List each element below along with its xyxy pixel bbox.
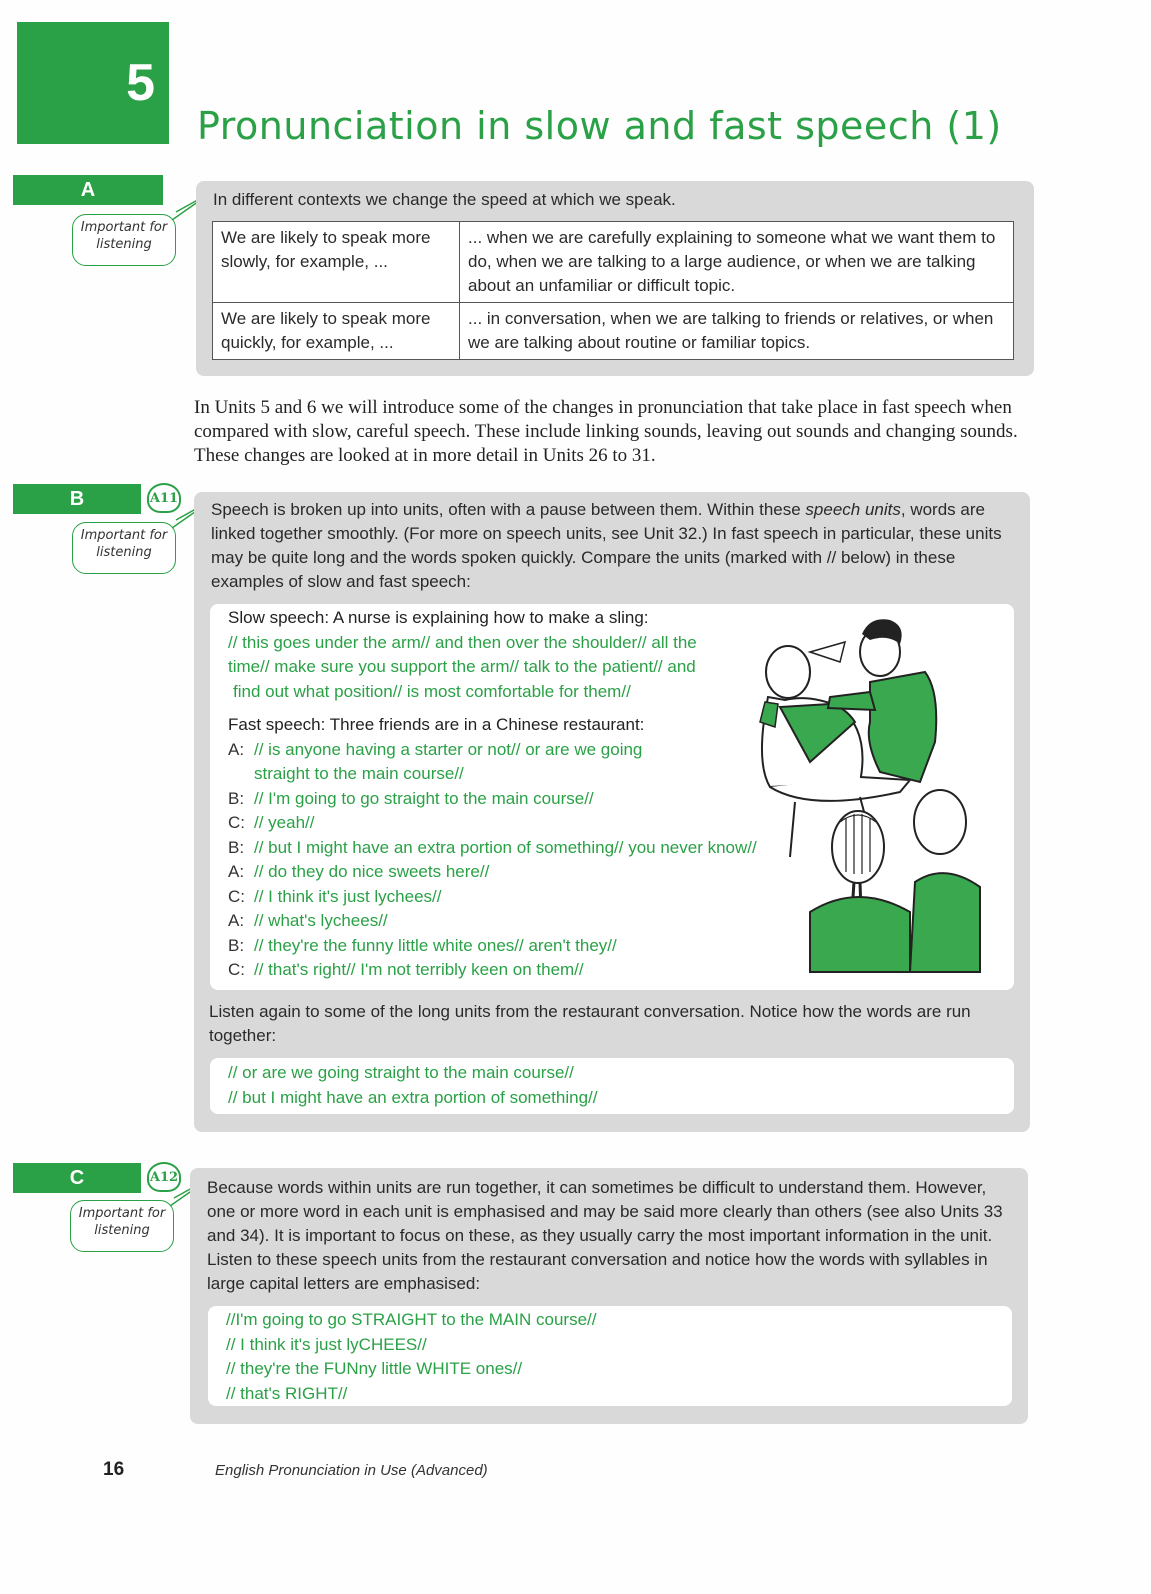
- dialogue-text: // I'm going to go straight to the main course//: [254, 788, 594, 808]
- table-cell: We are likely to speak more slowly, for example, ...: [213, 222, 460, 303]
- dialogue-line: [228, 934, 798, 959]
- dialogue-line: [228, 860, 798, 885]
- page-number: 16: [103, 1459, 125, 1480]
- dialogue-text: // do they do nice sweets here//: [254, 862, 490, 881]
- speech-line: time// make sure you support the arm// talk to the patient// and: [228, 657, 696, 676]
- important-for-listening-bubble: Important for listening: [72, 214, 176, 266]
- fast-speech-example: [228, 713, 798, 983]
- section-b-text: , words are linked together smoothly. (For more on speech units, see Unit 32.) In fast speech in particular, these units may be quite long and the words spoken quickly. Compare the units (marked with // below) in these examples of slow and fast speech:: [211, 500, 1002, 591]
- speaker-label: A:: [228, 911, 245, 930]
- long-units-list: [228, 1061, 597, 1110]
- section-b-intro: [211, 498, 1017, 594]
- speech-units-term: speech units: [805, 500, 901, 519]
- dialogue-text: // they're the funny little white ones// aren't they//: [254, 935, 617, 955]
- section-a-label: A: [80, 178, 96, 201]
- nurse-illustration: [750, 612, 990, 982]
- emphasis-units-list: [226, 1308, 596, 1406]
- dialogue-line: [228, 762, 798, 787]
- listen-again-instruction: Listen again to some of the long units from the restaurant conversation. Notice how the words are run together:: [209, 1002, 971, 1045]
- speaker-label: C:: [228, 960, 245, 979]
- section-c-text: Because words within units are run together, it can sometimes be difficult to understand them. However, one or more word in each unit is emphasised and may be said more clearly than others (see also Units 33 and 34). It is important to focus on these, as they usually carry the most important information in the unit. Listen to these speech units from the restaurant conversation and notice how the words with syllables in large capital letters are emphasised:: [207, 1178, 1003, 1293]
- speech-unit-line: // I think it's just lyCHEES//: [226, 1334, 427, 1354]
- section-b-label: B: [69, 487, 85, 510]
- audio-track-icon[interactable]: A11: [147, 483, 181, 513]
- speaker-label: [228, 762, 254, 787]
- table-cell: We are likely to speak more quickly, for example, ...: [213, 303, 460, 360]
- dialogue-text: // yeah//: [254, 813, 315, 832]
- slow-speech-example: [228, 606, 788, 704]
- fast-speech-heading: Fast speech: Three friends are in a Chinese restaurant:: [228, 715, 645, 734]
- table-cell: ... when we are carefully explaining to someone what we want them to do, when we are talking to a large audience, or when we are talking about an unfamiliar or difficult topic.: [460, 222, 1014, 303]
- speaker-label: B:: [228, 837, 245, 857]
- page-title: Pronunciation in slow and fast speech (1): [197, 104, 1002, 148]
- section-b-tab: [13, 484, 141, 514]
- intro-paragraph: In Units 5 and 6 we will introduce some of the changes in pronunciation that take place in fast speech when compared with slow, careful speech. These include linking sounds, leaving out sounds and changing sounds. These changes are looked at in more detail in Units 26 to 31.: [194, 397, 1018, 466]
- speech-unit-line: // they're the FUNny little WHITE ones//: [226, 1359, 523, 1378]
- dialogue-line: [228, 958, 798, 983]
- speed-table: [212, 221, 1014, 360]
- speaker-label: A:: [228, 739, 245, 759]
- speaker-label: B:: [228, 935, 245, 955]
- speech-line: find out what position// is most comfortable for them//: [233, 681, 631, 701]
- speech-unit-line: //I'm going to go STRAIGHT to the MAIN course//: [226, 1310, 597, 1329]
- speech-unit-line: // that's RIGHT//: [226, 1383, 348, 1403]
- dialogue-text: // but I might have an extra portion of something// you never know//: [254, 837, 757, 857]
- dialogue-text: straight to the main course//: [254, 764, 464, 783]
- section-c-label: C: [69, 1166, 85, 1189]
- book-title: English Pronunciation in Use (Advanced): [215, 1462, 488, 1479]
- important-for-listening-bubble: Important for listening: [70, 1200, 174, 1252]
- table-row: [213, 222, 1014, 303]
- section-a-intro: In different contexts we change the speed at which we speak.: [213, 190, 676, 209]
- slow-speech-heading: Slow speech: A nurse is explaining how to make a sling:: [228, 608, 649, 627]
- speaker-label: C:: [228, 886, 245, 906]
- dialogue-line: [228, 885, 798, 910]
- speech-line: // this goes under the arm// and then over the shoulder// all the: [228, 632, 697, 652]
- speech-unit-line: // but I might have an extra portion of something//: [228, 1087, 598, 1107]
- dialogue-line: [228, 836, 798, 861]
- section-a-tab: [13, 175, 163, 205]
- speaker-label: C:: [228, 813, 245, 832]
- dialogue-line: [228, 738, 798, 763]
- section-c-tab: [13, 1163, 141, 1193]
- speech-unit-line: // or are we going straight to the main course//: [228, 1063, 574, 1082]
- audio-track-icon[interactable]: A12: [147, 1162, 181, 1192]
- dialogue-line: [228, 787, 798, 812]
- section-b-text: Speech is broken up into units, often with a pause between them. Within these: [211, 500, 806, 519]
- dialogue-text: // what's lychees//: [254, 911, 388, 930]
- unit-number: 5: [126, 54, 155, 112]
- unit-number-block: [17, 22, 169, 144]
- speaker-label: B:: [228, 788, 245, 808]
- speaker-label: A:: [228, 862, 245, 881]
- table-row: [213, 303, 1014, 360]
- dialogue-line: [228, 909, 798, 934]
- dialogue-line: [228, 811, 798, 836]
- dialogue-text: // that's right// I'm not terribly keen on them//: [254, 960, 584, 979]
- important-for-listening-bubble: Important for listening: [72, 522, 176, 574]
- dialogue-text: // I think it's just lychees//: [254, 886, 442, 906]
- dialogue-text: // is anyone having a starter or not// or are we going: [254, 739, 643, 759]
- table-cell: ... in conversation, when we are talking to friends or relatives, or when we are talking about routine or familiar topics.: [460, 303, 1014, 360]
